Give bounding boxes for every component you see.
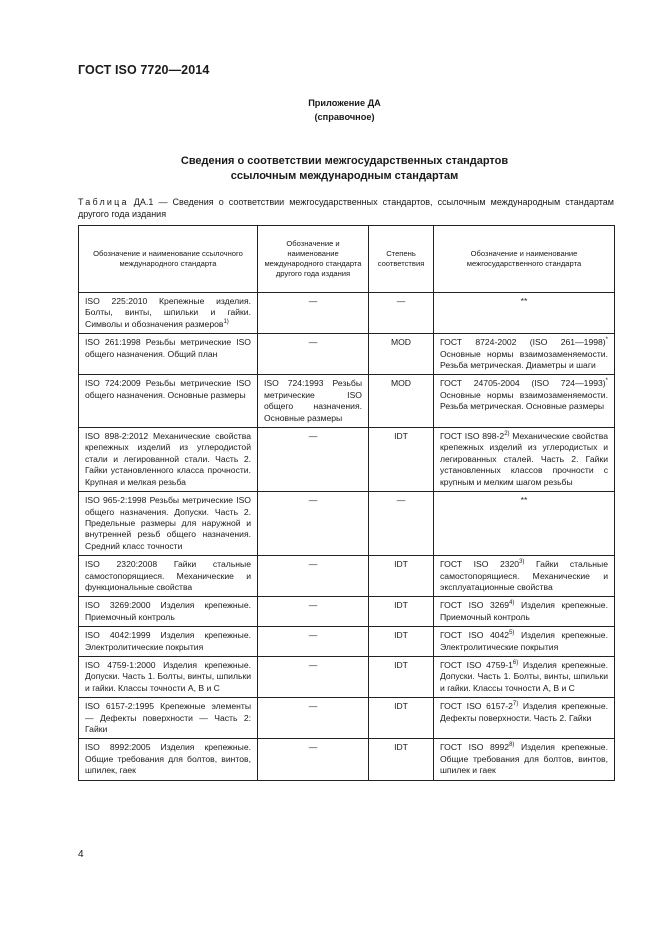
- cell-interstate-standard: [434, 627, 615, 657]
- footnote-marker: 3): [519, 559, 525, 566]
- table-caption: [78, 196, 614, 220]
- cell-reference-standard: [79, 428, 258, 492]
- appendix-title: Приложение ДА: [308, 98, 381, 108]
- section-title-line-2: ссылочным международным стандартам: [230, 170, 459, 182]
- cell-degree: IDT: [369, 627, 434, 657]
- cell-other-year-standard: —: [258, 293, 369, 334]
- cell-other-year-standard: —: [258, 656, 369, 697]
- table-caption-label: Таблица: [78, 197, 129, 207]
- reference-standard-text: ISO 965-2:1998 Резьбы метрические ISO общего назначения. Допуски. Часть 2. Предельные размеры для наружной и внутренней резьб общего назначения. Средний класс точности: [85, 495, 251, 551]
- reference-standard-text: ISO 3269:2000 Изделия крепежные. Приемочный контроль: [85, 600, 251, 622]
- interstate-standard-code: ГОСТ ISO 4042: [440, 630, 510, 641]
- cell-reference-standard: [79, 556, 258, 597]
- cell-interstate-standard: **: [434, 293, 615, 334]
- cell-degree: IDT: [369, 597, 434, 627]
- reference-standard-text: ISO 2320:2008 Гайки стальные самостопорящиеся. Механические и функциональные свойства: [85, 559, 251, 592]
- table-row: [79, 428, 615, 492]
- interstate-standard-code: ГОСТ ISO 8992: [440, 742, 510, 753]
- cell-interstate-standard: [434, 334, 615, 375]
- appendix-heading: [0, 96, 661, 124]
- reference-standard-text: ISO 6157-2:1995 Крепежные элементы — Дефекты поверхности — Часть 2: Гайки: [85, 701, 251, 734]
- cell-other-year-standard: —: [258, 597, 369, 627]
- column-header: Обозначение и наименование межгосударственного стандарта: [434, 226, 615, 293]
- page-number: 4: [78, 849, 84, 860]
- section-title: [0, 154, 661, 184]
- reference-standard-text: ISO 225:2010 Крепежные изделия. Болты, винты, шпильки и гайки. Символы и обозначения размеров: [85, 296, 251, 329]
- interstate-standard-name: Изделия крепежные. Допуски. Часть 1. Болты, винты, шпильки и гайки. Классы точности A, B и C: [440, 659, 608, 693]
- reference-standard-text: ISO 898-2:2012 Механические свойства крепежных изделий из углеродистой стали и легированной стали. Часть 2. Гайки установленного класса прочности. Крупная и мелкая резьба: [85, 431, 251, 487]
- table-header-row: [79, 226, 615, 293]
- cell-reference-standard: [79, 627, 258, 657]
- interstate-standard-name: Изделия крепежные. Электролитические покрытия: [440, 630, 608, 652]
- footnote-marker: 7): [512, 701, 519, 708]
- interstate-standard-code: ГОСТ 24705-2004 (ISO 724—1993): [440, 378, 606, 389]
- cell-interstate-standard: [434, 739, 615, 780]
- footnote-marker: *: [605, 337, 608, 344]
- footnote-marker: 5): [509, 630, 515, 637]
- footnote-marker: 2): [504, 431, 510, 438]
- footnote-marker: 1): [223, 318, 229, 325]
- cell-interstate-standard: [434, 428, 615, 492]
- cell-other-year-standard: —: [258, 492, 369, 556]
- interstate-standard-name: Изделия крепежные. Дефекты поверхности. Часть 2. Гайки: [440, 701, 608, 723]
- table-row: [79, 698, 615, 739]
- table-row: [79, 656, 615, 697]
- cell-other-year-standard: —: [258, 698, 369, 739]
- table-row: [79, 627, 615, 657]
- footnote-marker: 8): [509, 742, 515, 749]
- reference-standard-text: ISO 724:2009 Резьбы метрические ISO общего назначения. Основные размеры: [85, 378, 251, 400]
- cell-degree: MOD: [369, 334, 434, 375]
- column-header: Обозначение и наименование ссылочного международного стандарта: [79, 226, 258, 293]
- table-row: [79, 597, 615, 627]
- interstate-standard-name: Изделия крепежные. Общие требования для болтов, винтов, шпилек и гаек: [440, 742, 608, 776]
- cell-reference-standard: [79, 375, 258, 428]
- column-header: Степень соответствия: [369, 226, 434, 293]
- cell-reference-standard: [79, 597, 258, 627]
- interstate-standard-name: Механические свойства крепежных изделий из углеродистых и легированных сталей. Часть 2. Гайки установленных классов прочности с крупным и мелким шагом резьбы: [440, 431, 608, 487]
- cell-other-year-standard: —: [258, 334, 369, 375]
- table-row: [79, 334, 615, 375]
- cell-degree: IDT: [369, 556, 434, 597]
- cell-degree: IDT: [369, 739, 434, 780]
- cell-reference-standard: [79, 698, 258, 739]
- cell-interstate-standard: **: [434, 492, 615, 556]
- interstate-standard-code: ГОСТ ISO 6157-2: [440, 701, 513, 712]
- cell-degree: IDT: [369, 428, 434, 492]
- footnote-marker: *: [605, 378, 608, 385]
- appendix-subtitle: (справочное): [314, 112, 375, 122]
- section-title-line-1: Сведения о соответствии межгосударственных стандартов: [180, 155, 509, 167]
- table-caption-text: — Сведения о соответствии межгосударственных стандартов, ссылочным международным стандартам другого года издания: [78, 197, 614, 219]
- interstate-standard-name: Основные нормы взаимозаменяемости. Резьба метрическая. Основные размеры: [440, 389, 608, 412]
- cell-reference-standard: [79, 656, 258, 697]
- cell-reference-standard: [79, 334, 258, 375]
- document-code: ГОСТ ISO 7720—2014: [78, 63, 210, 77]
- cell-other-year-standard: —: [258, 739, 369, 780]
- column-header: Обозначение и наименование международного стандарта другого года издания: [258, 226, 369, 293]
- footnote-marker: 4): [509, 600, 515, 607]
- reference-standard-text: ISO 261:1998 Резьбы метрические ISO общего назначения. Общий план: [85, 337, 251, 359]
- cell-reference-standard: [79, 492, 258, 556]
- cell-reference-standard: [79, 293, 258, 334]
- table-row: [79, 375, 615, 428]
- footnote-marker: 6): [512, 659, 519, 666]
- reference-standard-text: ISO 8992:2005 Изделия крепежные. Общие требования для болтов, винтов, шпилек, гаек: [85, 742, 251, 776]
- table-row: [79, 293, 615, 334]
- cell-interstate-standard: [434, 556, 615, 597]
- cell-interstate-standard: [434, 656, 615, 697]
- cell-degree: —: [369, 293, 434, 334]
- cell-other-year-standard: —: [258, 627, 369, 657]
- reference-standard-text: ISO 4759-1:2000 Изделия крепежные. Допуски. Часть 1. Болты, винты, шпильки и гайки. Классы точности A, B и C: [85, 659, 251, 693]
- cell-other-year-standard: —: [258, 428, 369, 492]
- reference-standard-text: ISO 4042:1999 Изделия крепежные. Электролитические покрытия: [85, 630, 251, 652]
- cell-reference-standard: [79, 739, 258, 780]
- interstate-standard-code: ГОСТ ISO 3269: [440, 600, 510, 611]
- cell-interstate-standard: [434, 698, 615, 739]
- cell-degree: IDT: [369, 698, 434, 739]
- correspondence-table: [78, 225, 615, 781]
- interstate-standard-name: Изделия крепежные. Приемочный контроль: [440, 600, 608, 622]
- cell-interstate-standard: [434, 375, 615, 428]
- table-row: [79, 739, 615, 780]
- cell-degree: —: [369, 492, 434, 556]
- interstate-standard-code: ГОСТ ISO 4759-1: [440, 659, 513, 670]
- table-caption-number: ДА.1: [133, 197, 154, 207]
- table-row: [79, 492, 615, 556]
- cell-interstate-standard: [434, 597, 615, 627]
- cell-other-year-standard: —: [258, 556, 369, 597]
- interstate-standard-code: ГОСТ ISO 2320: [440, 559, 520, 570]
- interstate-standard-code: ГОСТ 8724-2002 (ISO 261—1998): [440, 337, 606, 348]
- interstate-standard-name: Основные нормы взаимозаменяемости. Резьба метрическая. Диаметры и шаги: [440, 348, 608, 371]
- cell-degree: MOD: [369, 375, 434, 428]
- table-row: [79, 556, 615, 597]
- cell-degree: IDT: [369, 656, 434, 697]
- interstate-standard-name: Гайки стальные самостопорящиеся. Механические и эксплуатационные свойства: [440, 559, 608, 592]
- interstate-standard-code: ГОСТ ISO 898-2: [440, 431, 505, 442]
- cell-other-year-standard: ISO 724:1993 Резьбы метрические ISO общего назначения. Основные размеры: [258, 375, 369, 428]
